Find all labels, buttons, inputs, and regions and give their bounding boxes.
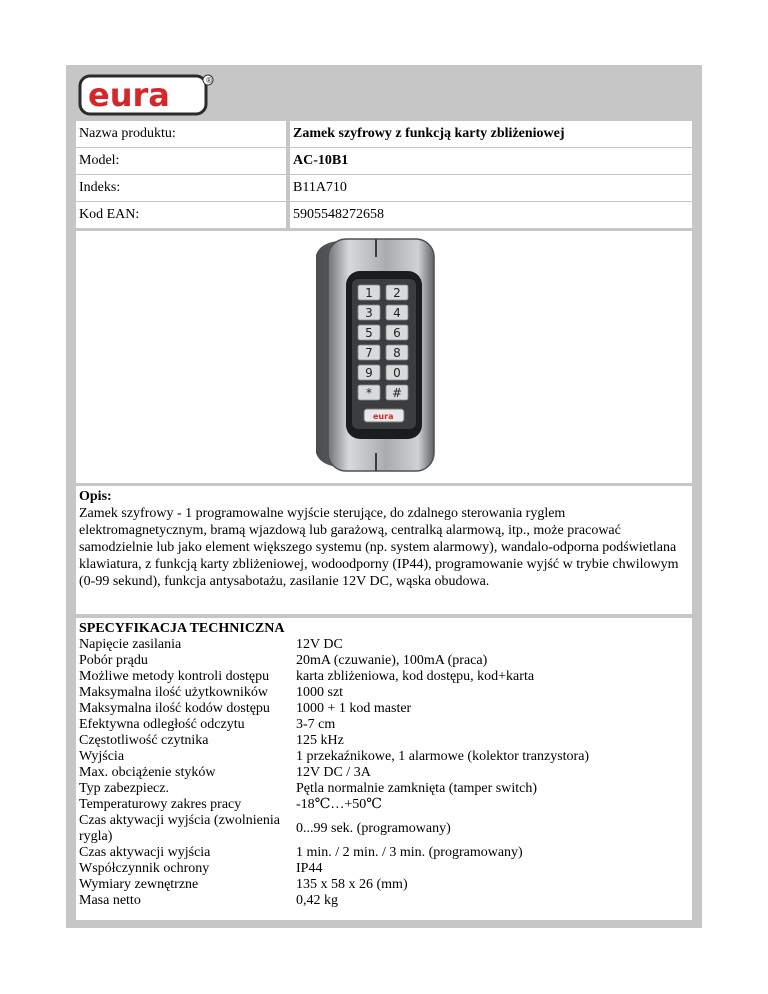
spec-row bbox=[79, 685, 589, 701]
keypad-key bbox=[386, 345, 408, 360]
description-heading: Opis: bbox=[79, 489, 112, 504]
spec-label: Czas aktywacji wyjścia bbox=[79, 845, 211, 860]
spec-label: Napięcie zasilania bbox=[79, 637, 182, 652]
keypad-key bbox=[358, 325, 380, 340]
spec-row bbox=[79, 813, 589, 845]
info-row-index bbox=[76, 175, 692, 201]
keypad-key-label: 8 bbox=[393, 346, 401, 360]
keypad-key-label: 3 bbox=[365, 306, 373, 320]
product-image-area bbox=[76, 231, 692, 483]
spec-label: Pobór prądu bbox=[79, 653, 148, 668]
spec-row bbox=[79, 877, 589, 893]
spec-row bbox=[79, 749, 589, 765]
spec-value: -18℃…+50℃ bbox=[296, 797, 382, 812]
spec-value: 3-7 cm bbox=[296, 717, 336, 732]
spec-value: IP44 bbox=[296, 861, 323, 876]
spec-row bbox=[79, 781, 589, 797]
info-label: Model: bbox=[76, 148, 286, 174]
specification-heading: SPECYFIKACJA TECHNICZNA bbox=[79, 621, 285, 636]
device-badge: eura bbox=[373, 412, 394, 421]
registered-mark: ® bbox=[205, 76, 213, 85]
keypad-key-label: 7 bbox=[365, 346, 373, 360]
keypad-key-label: 2 bbox=[393, 286, 401, 300]
keypad-key-label: 5 bbox=[365, 326, 373, 340]
keypad-key bbox=[358, 305, 380, 320]
info-value: Zamek szyfrowy z funkcją karty zbliżeniowej bbox=[290, 121, 692, 147]
spec-row bbox=[79, 669, 589, 685]
spec-value: Pętla normalnie zamknięta (tamper switch) bbox=[296, 781, 538, 796]
spec-value: 1000 szt bbox=[296, 685, 344, 700]
spec-label: Częstotliwość czytnika bbox=[79, 733, 209, 748]
keypad-key bbox=[358, 365, 380, 380]
info-row-ean bbox=[76, 202, 692, 228]
spec-label: Czas aktywacji wyjścia (zwolnienia rygla) bbox=[79, 813, 280, 844]
spec-label: Temperaturowy zakres pracy bbox=[79, 797, 242, 812]
keypad-key bbox=[358, 385, 380, 400]
specification-table bbox=[79, 637, 589, 909]
keypad-key-label: # bbox=[391, 386, 403, 400]
keypad-key-label: 4 bbox=[393, 306, 401, 320]
spec-value: 12V DC / 3A bbox=[296, 765, 371, 780]
eura-logo bbox=[76, 72, 216, 118]
keypad-key bbox=[386, 305, 408, 320]
spec-label: Możliwe metody kontroli dostępu bbox=[79, 669, 270, 684]
spec-row bbox=[79, 733, 589, 749]
spec-row bbox=[79, 653, 589, 669]
specification-box bbox=[76, 618, 692, 920]
info-value: AC-10B1 bbox=[290, 148, 692, 174]
spec-label: Maksymalna ilość kodów dostępu bbox=[79, 701, 270, 716]
info-value: B11A710 bbox=[290, 175, 692, 201]
spec-value: 135 x 58 x 26 (mm) bbox=[296, 877, 408, 892]
spec-value: karta zbliżeniowa, kod dostępu, kod+karta bbox=[296, 669, 535, 684]
keypad-key bbox=[386, 285, 408, 300]
keypad-key-label: 9 bbox=[365, 366, 373, 380]
keypad-key bbox=[358, 345, 380, 360]
spec-label: Masa netto bbox=[79, 893, 141, 908]
spec-row bbox=[79, 893, 589, 909]
spec-value: 125 kHz bbox=[296, 733, 344, 748]
spec-label: Maksymalna ilość użytkowników bbox=[79, 685, 268, 700]
keypad-key-label: 1 bbox=[365, 286, 373, 300]
info-row-model bbox=[76, 148, 692, 174]
info-label: Indeks: bbox=[76, 175, 286, 201]
product-photo bbox=[76, 231, 692, 483]
keypad-key bbox=[386, 385, 408, 400]
spec-row bbox=[79, 717, 589, 733]
spec-label: Współczynnik ochrony bbox=[79, 861, 210, 876]
info-label: Nazwa produktu: bbox=[76, 121, 286, 147]
spec-label: Efektywna odległość odczytu bbox=[79, 717, 245, 732]
spec-value: 0,42 kg bbox=[296, 893, 338, 908]
spec-row bbox=[79, 765, 589, 781]
spec-value: 12V DC bbox=[296, 637, 343, 652]
spec-label: Max. obciążenie styków bbox=[79, 765, 216, 780]
spec-label: Typ zabezpiecz. bbox=[79, 781, 169, 796]
description-text: Zamek szyfrowy - 1 programowalne wyjście sterujące, do zdalnego sterowania ryglem elektromagnetycznym, bramą wjazdową lub garażową, centralką alarmową, itp., może pracować samodzielnie lub jako element większego systemu (np. system alarmowy), wandalo-odporna podświetlana klawiatura, z funkcją karty zbliżeniowej, wodoodporny (IP44), programowanie wyjść w trybie chwilowym (0-99 sekund), funkcja antysabotażu, zasilanie 12V DC, wąska obudowa. bbox=[79, 506, 679, 589]
spec-value: 1 przekaźnikowe, 1 alarmowe (kolektor tranzystora) bbox=[296, 749, 590, 764]
info-row-name bbox=[76, 121, 692, 147]
spec-row bbox=[79, 845, 589, 861]
keypad-key bbox=[386, 365, 408, 380]
keypad-key-label: * bbox=[366, 386, 372, 400]
spec-value: 20mA (czuwanie), 100mA (praca) bbox=[296, 653, 488, 668]
spec-label: Wyjścia bbox=[79, 749, 125, 764]
logo-area bbox=[76, 72, 216, 118]
keypad-key bbox=[358, 285, 380, 300]
spec-row bbox=[79, 637, 589, 653]
spec-value: 0...99 sek. (programowany) bbox=[296, 821, 451, 836]
description-box bbox=[76, 486, 692, 614]
info-label: Kod EAN: bbox=[76, 202, 286, 228]
spec-row bbox=[79, 861, 589, 877]
keypad-key-label: 6 bbox=[393, 326, 401, 340]
spec-value: 1 min. / 2 min. / 3 min. (programowany) bbox=[296, 845, 523, 860]
keypad-key bbox=[386, 325, 408, 340]
info-value: 5905548272658 bbox=[290, 202, 692, 228]
spec-row bbox=[79, 797, 589, 813]
spec-label: Wymiary zewnętrzne bbox=[79, 877, 199, 892]
spec-value: 1000 + 1 kod master bbox=[296, 701, 412, 716]
spec-row bbox=[79, 701, 589, 717]
keypad-key-label: 0 bbox=[393, 366, 401, 380]
logo-text: eura bbox=[88, 76, 170, 114]
